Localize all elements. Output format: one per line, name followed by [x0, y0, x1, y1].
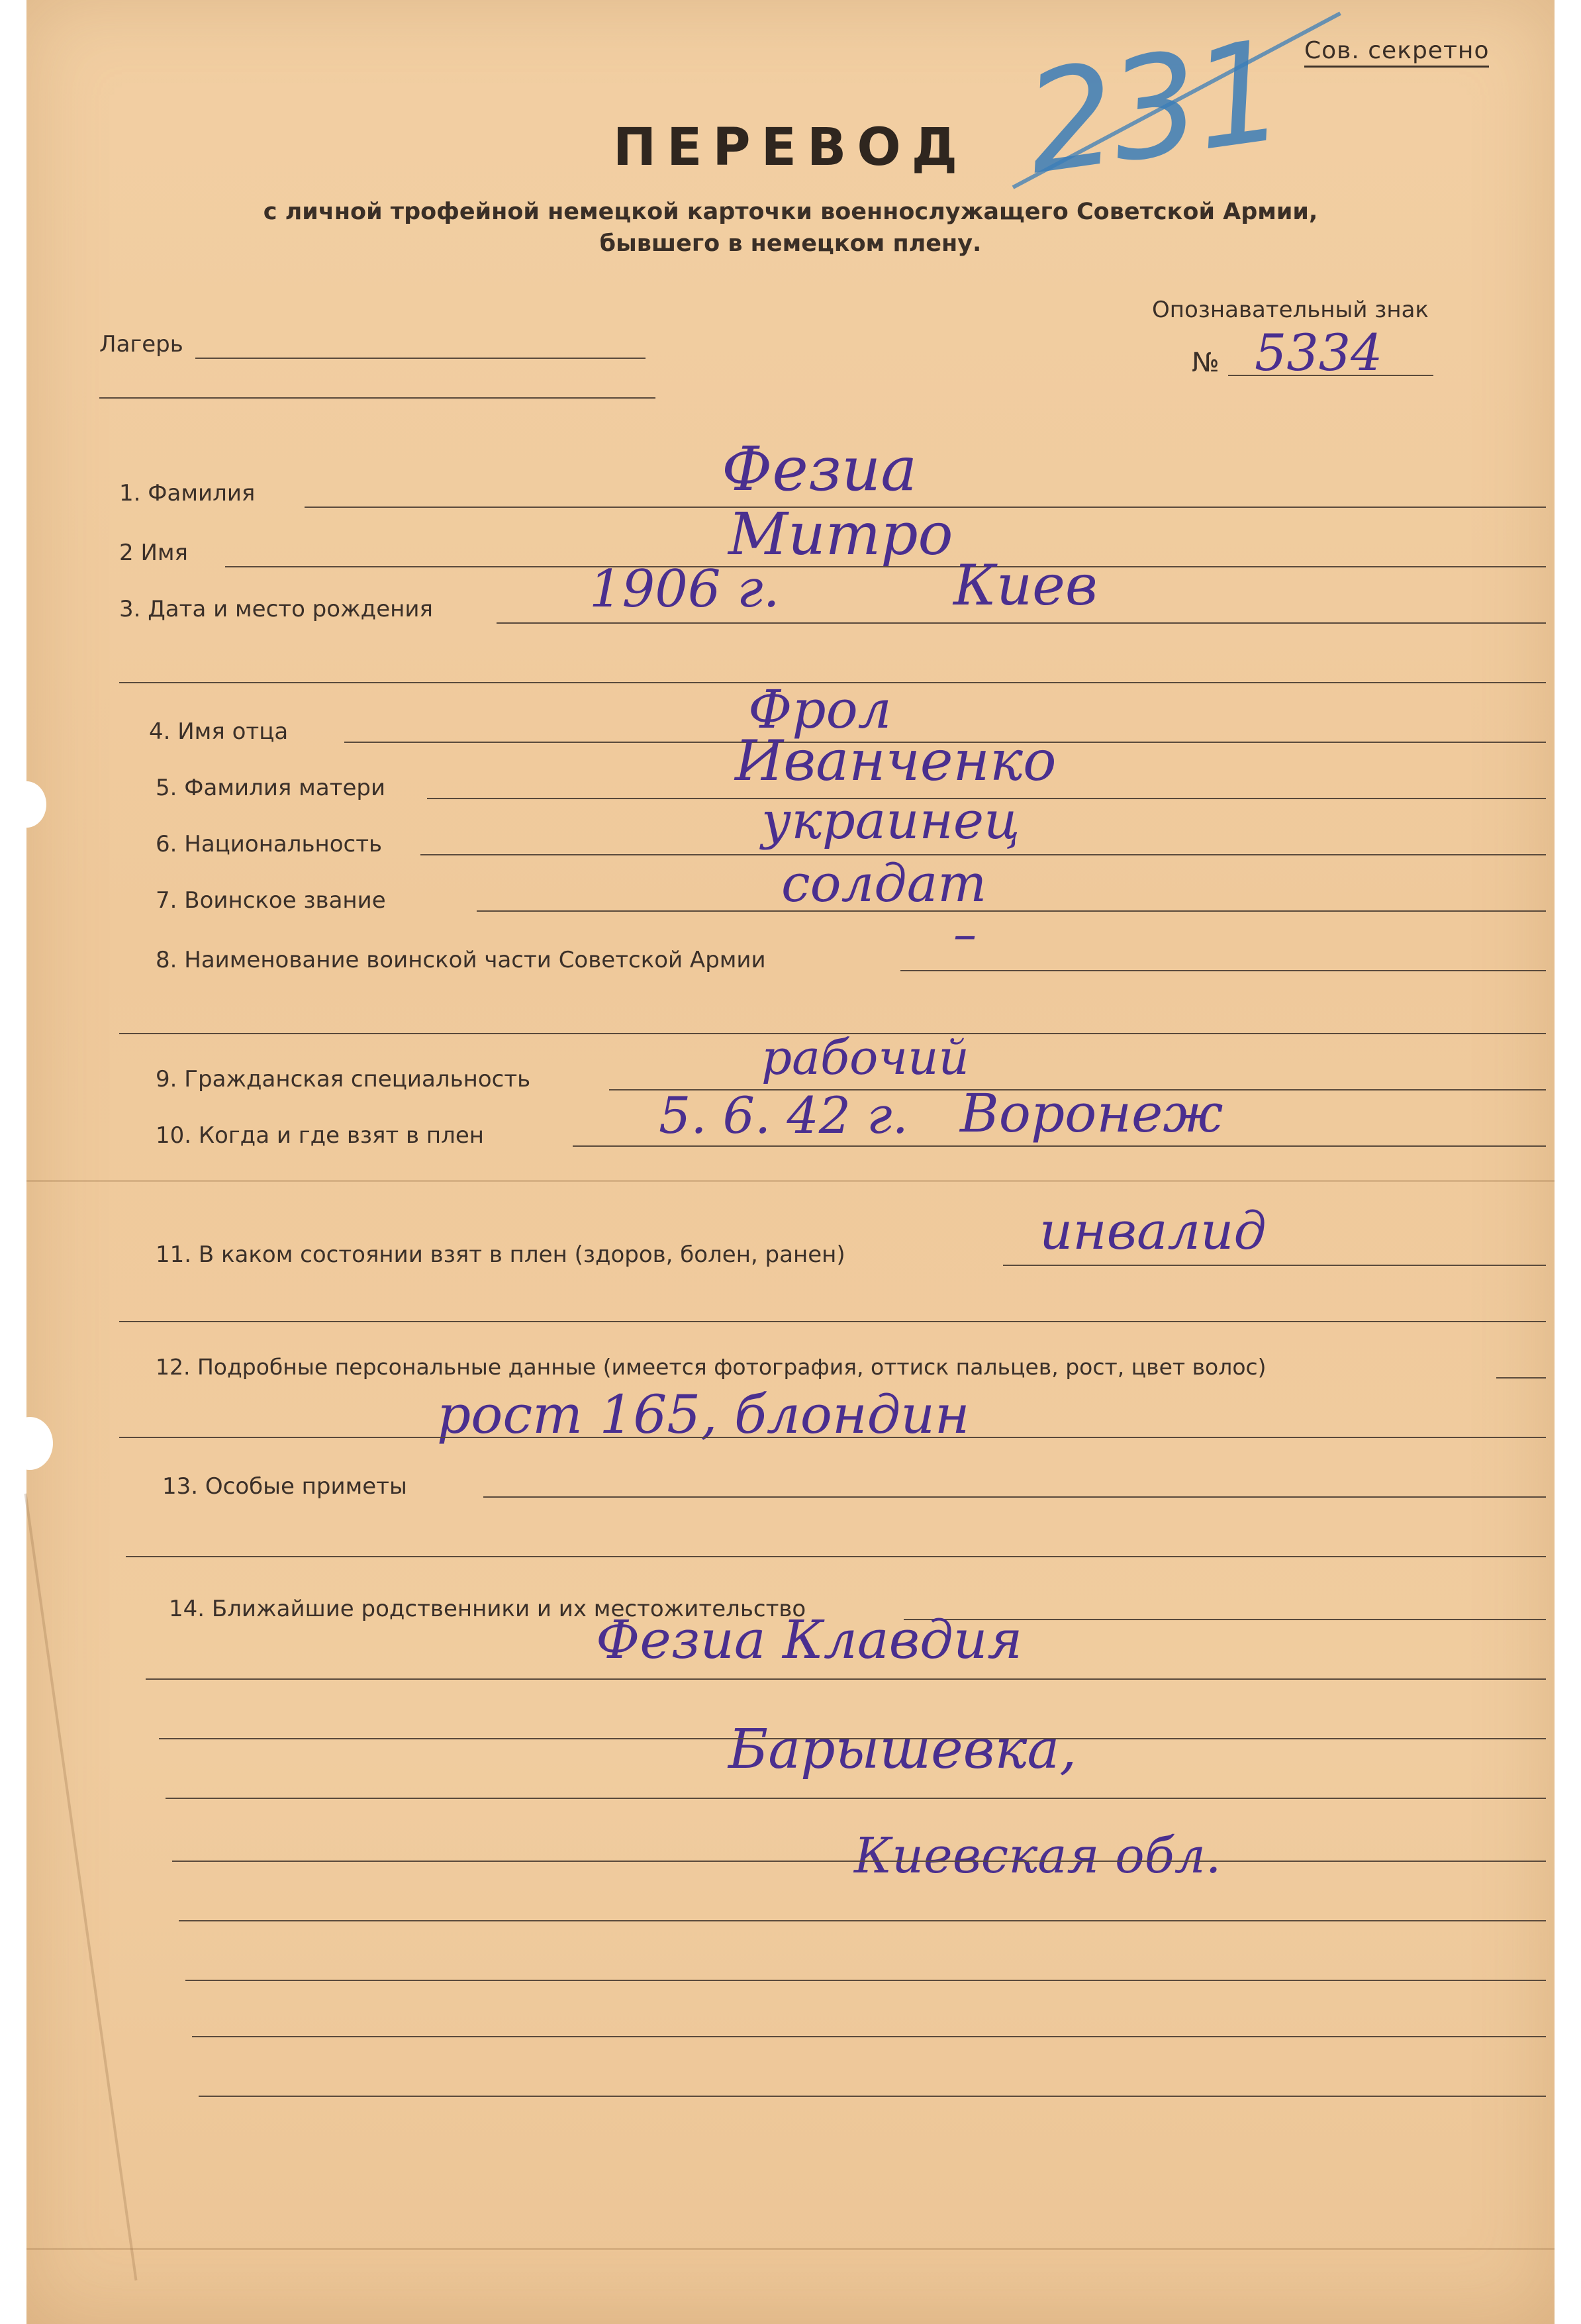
field-capture-place-value: Воронеж: [960, 1083, 1223, 1144]
field-profession-value: рабочий: [761, 1030, 969, 1085]
field-birth-place-value: Киев: [953, 553, 1098, 618]
field-profession-label: 9. Гражданская специальность: [156, 1066, 531, 1092]
field-nationality-value: украинец: [761, 791, 1020, 851]
torn-notch: [7, 781, 46, 828]
field-capture-date-value: 5. 6. 42 г.: [659, 1086, 908, 1145]
field-line: [159, 1738, 1546, 1739]
field-line: [199, 2096, 1546, 2097]
field-nationality-label: 6. Национальность: [156, 831, 383, 857]
registration-number-stamp: 231: [1016, 9, 1290, 206]
fold-crease: [26, 1180, 1555, 1182]
field-surname-value: Фезиа: [722, 434, 918, 505]
document-subtitle: бывшего в немецком плену.: [599, 230, 982, 257]
field-line: [166, 1798, 1546, 1799]
document-subtitle: с личной трофейной немецкой карточки военнослужащего Советской Армии,: [263, 199, 1318, 225]
field-condition-value: инвалид: [1039, 1202, 1267, 1261]
field-line: [146, 1678, 1546, 1680]
field-line: [119, 1321, 1546, 1322]
field-line: [1496, 1377, 1546, 1379]
field-line: [185, 1980, 1546, 1981]
field-personal-data-label: 12. Подробные персональные данные (имеется фотография, оттиск пальцев, рост, цвет волос): [156, 1354, 1267, 1380]
field-capture-label: 10. Когда и где взят в плен: [156, 1122, 484, 1149]
id-tag-label: Опознавательный знак: [1152, 297, 1429, 323]
torn-notch: [7, 1417, 53, 1470]
field-line: [1003, 1265, 1546, 1266]
field-rank-label: 7. Воинское звание: [156, 887, 386, 914]
field-line: [477, 910, 1546, 912]
id-tag-prefix: №: [1192, 348, 1220, 378]
field-surname-label: 1. Фамилия: [119, 480, 256, 507]
field-line: [497, 622, 1546, 624]
field-relatives-line2: Барышевка,: [728, 1718, 1077, 1781]
field-relatives-line3: Киевская обл.: [854, 1827, 1222, 1884]
field-unit-value: –: [953, 907, 977, 961]
field-rank-value: солдат: [781, 854, 987, 914]
field-relatives-label: 14. Ближайшие родственники и их местожительство: [169, 1596, 806, 1622]
field-mother-value: Иванченко: [735, 728, 1057, 793]
field-line: [900, 970, 1546, 971]
field-line: [483, 1496, 1546, 1498]
field-relatives-line1: Фезиа Клавдия: [596, 1609, 1023, 1670]
camp-line: [99, 397, 655, 399]
fold-crease: [24, 1494, 138, 2281]
field-line: [573, 1145, 1546, 1147]
field-birth-date-value: 1906 г.: [589, 559, 780, 619]
field-birth-label: 3. Дата и место рождения: [119, 596, 433, 622]
field-line: [119, 1437, 1546, 1438]
id-tag-value: 5334: [1255, 323, 1383, 382]
fold-crease: [26, 2248, 1555, 2250]
camp-label: Лагерь: [99, 331, 183, 358]
field-line: [179, 1920, 1546, 1921]
document-title: ПЕРЕВОД: [612, 118, 969, 177]
field-marks-label: 13. Особые приметы: [162, 1473, 407, 1500]
camp-line: [195, 358, 646, 359]
field-condition-label: 11. В каком состоянии взят в плен (здоров, болен, ранен): [156, 1241, 845, 1268]
field-line: [192, 2036, 1546, 2037]
classification-mark: Сов. секретно: [1304, 37, 1489, 68]
field-name-value: Митро: [728, 500, 953, 568]
field-line: [172, 1861, 1546, 1862]
field-father-label: 4. Имя отца: [149, 718, 289, 745]
field-personal-data-value: рост 165, блондин: [437, 1384, 970, 1445]
field-name-label: 2 Имя: [119, 540, 188, 566]
field-unit-label: 8. Наименование воинской части Советской Армии: [156, 947, 766, 973]
field-father-value: Фрол: [748, 679, 892, 740]
document-sheet: [26, 0, 1555, 2324]
field-line: [126, 1556, 1546, 1557]
field-mother-label: 5. Фамилия матери: [156, 775, 386, 801]
